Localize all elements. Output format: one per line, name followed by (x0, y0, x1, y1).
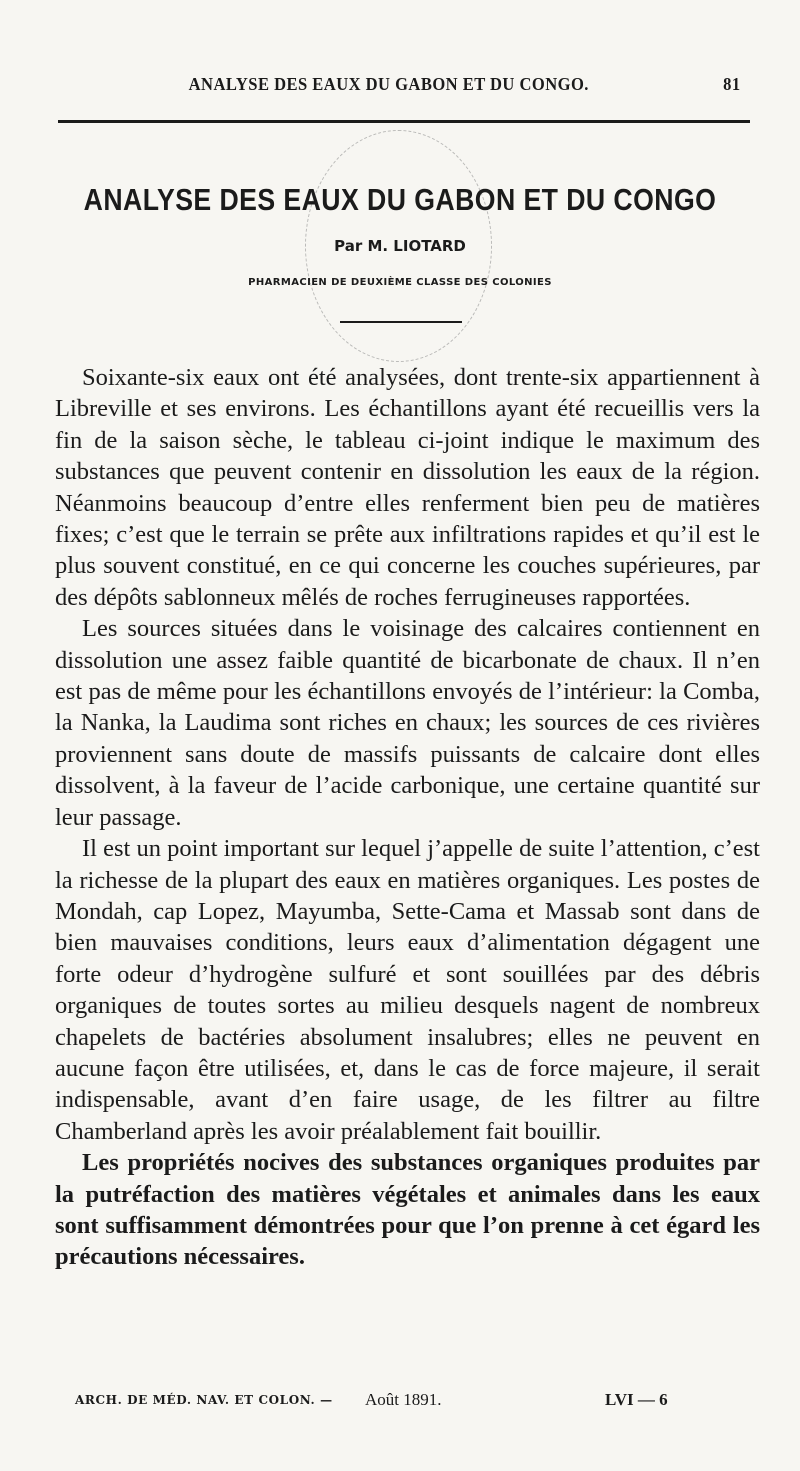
paragraph: Soixante-six eaux ont été analysées, dont trente-six appartiennent à Libreville et ses environs. Les échantillons ayant été recueillis vers la fin de la saison sèche, le tableau ci-joint indique le maximum des substances que peuvent contenir en dissolution les eaux de la région. Néanmoins beaucoup d’entre elles renferment bien peu de matières fixes; c’est que le terrain se prête aux infiltrations rapides et qu’il est le plus souvent constitué, en ce qui concerne les couches supérieures, par des dépôts sablonneux mêlés de roches ferrugineuses rapportées. (55, 364, 760, 611)
running-header (58, 74, 741, 108)
running-title: ANALYSE DES EAUX DU GABON ET DU CONGO. (188, 74, 589, 94)
footer-signature: LVI — 6 (605, 1390, 668, 1409)
article-body (55, 362, 760, 1273)
footer-journal: ARCH. DE MÉD. NAV. ET COLON. — (75, 1393, 333, 1407)
header-rule (58, 120, 750, 123)
title-separator (340, 321, 462, 323)
page-footer (75, 1390, 695, 1420)
paragraph: Il est un point important sur lequel j’appelle de suite l’attention, c’est la richesse de la plupart des eaux en matières organiques. Les postes de Mondah, cap Lopez, Mayumba, Sette-Cama et Massab sont dans de bien mauvaises conditions, leurs eaux d’alimentation dégagent une forte odeur d’hydrogène sulfuré et sont souillées par des débris organiques de toutes sortes au milieu desquels nagent de nombreux chapelets de bactéries absolument insalubres; elles ne peuvent en aucune façon être utilisées, et, dans le cas de force majeure, il serait indispensable, avant d’en faire usage, de les filtrer au filtre Chamberland après les avoir préalablement fait bouillir. (55, 835, 760, 1145)
paragraph: Les sources situées dans le voisinage des calcaires contiennent en dissolution une assez faible quantité de bicarbonate de chaux. Il n’en est pas de même pour les échantillons envoyés de l’intérieur: la Comba, la Nanka, la Laudima sont riches en chaux; les sources de ces rivières proviennent sans doute de massifs puissants de calcaire dont elles dissolvent, à la faveur de l’acide carbonique, une certaine quantité sur leur passage. (55, 615, 760, 831)
author-affiliation: PHARMACIEN DE DEUXIÈME CLASSE DES COLONIES (248, 277, 552, 288)
paragraph: Les propriétés nocives des substances organiques produites par la putréfaction des matières végétales et animales dans les eaux sont suffisamment démontrées pour que l’on prenne à cet égard les précautions nécessaires. (55, 1149, 760, 1271)
page-number: 81 (723, 74, 741, 94)
footer-date: Août 1891. (365, 1390, 442, 1409)
author-byline: Par M. LIOTARD (334, 237, 466, 255)
article-title: ANALYSE DES EAUX DU GABON ET DU CONGO (83, 182, 717, 217)
